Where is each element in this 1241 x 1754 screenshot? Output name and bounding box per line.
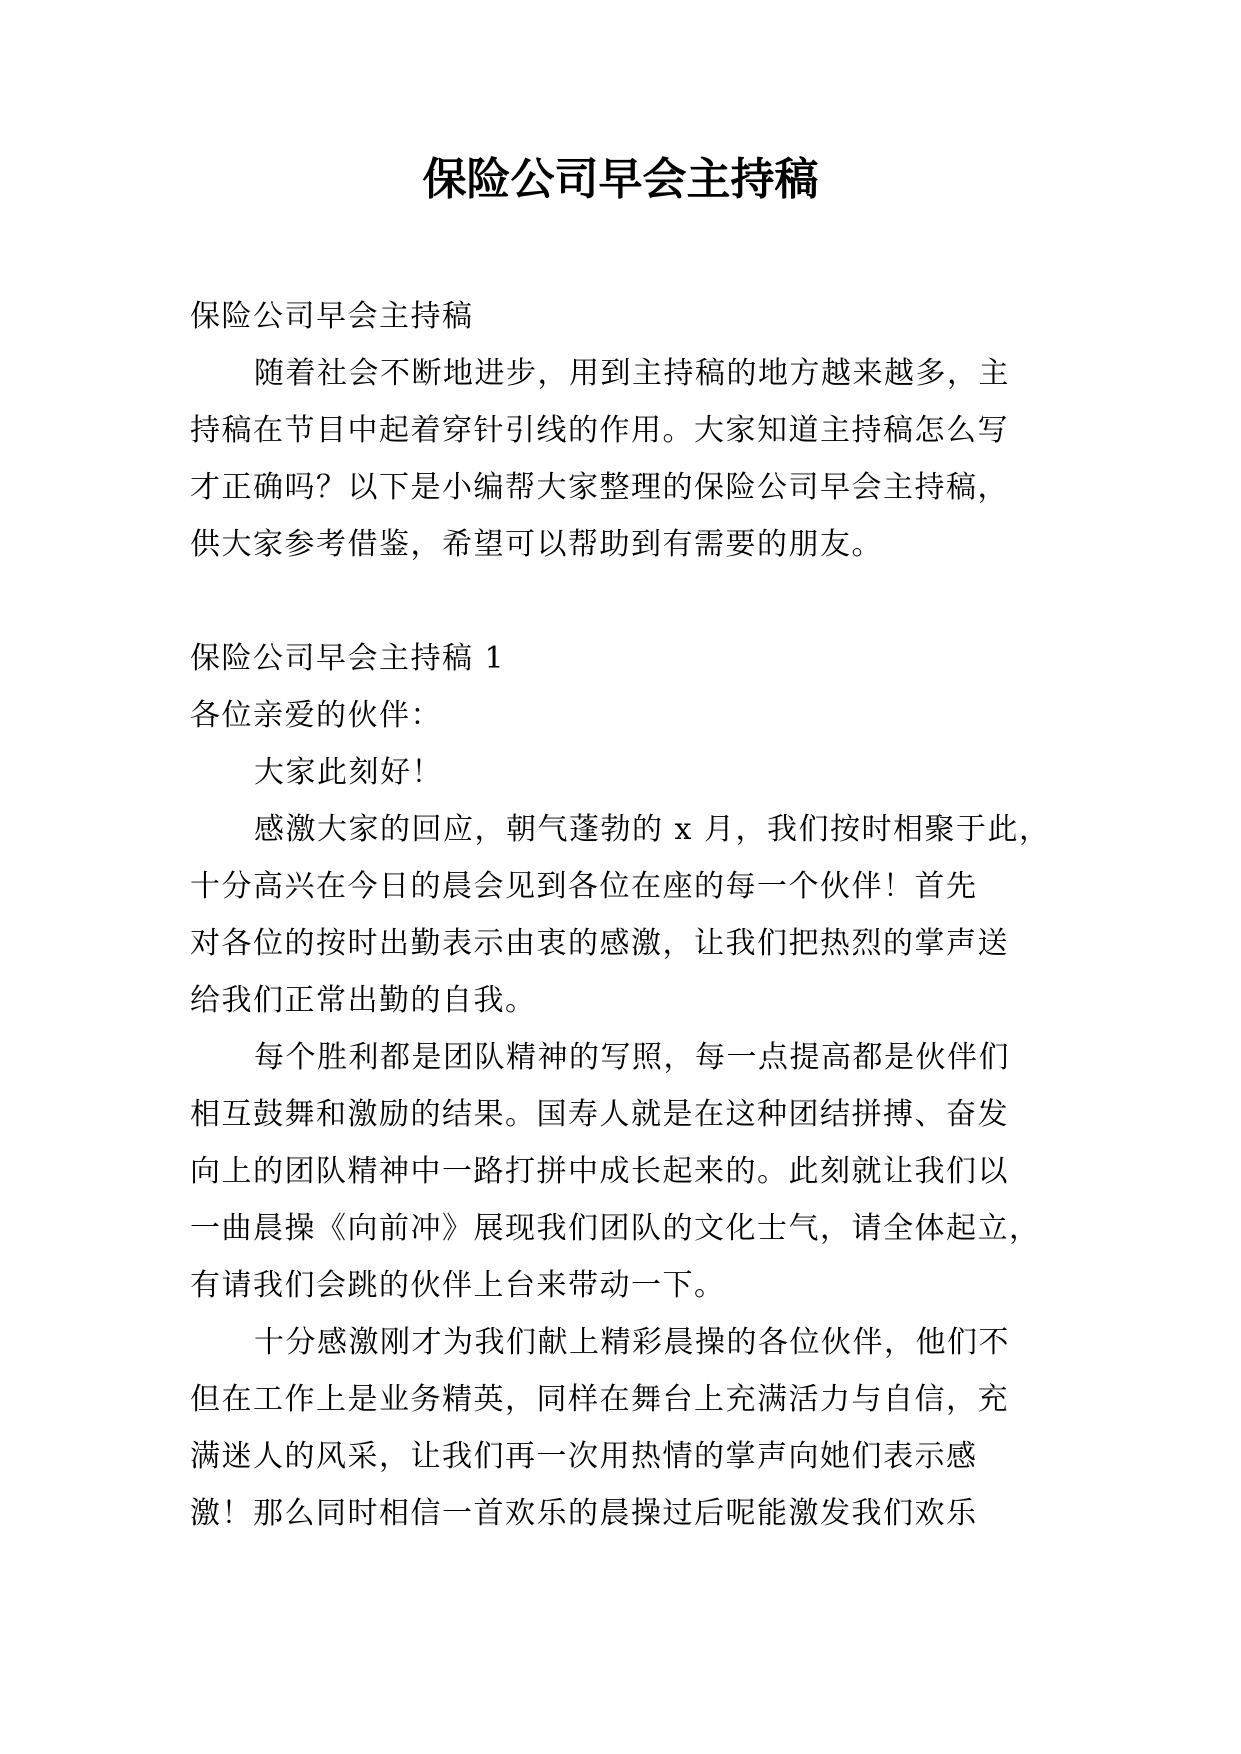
paragraph-gap [190,573,1070,630]
paragraph-line: 供大家参考借鉴，希望可以帮助到有需要的朋友。 [190,527,883,562]
paragraph-line: 有请我们会跳的伙伴上台来带动一下。 [190,1268,726,1303]
paragraph-line: 向上的团队精神中一路打拼中成长起来的。此刻就让我们以 [190,1154,1009,1189]
paragraph-line: 感激大家的回应，朝气蓬勃的 x 月，我们按时相聚于此， [254,812,1051,847]
document-body [190,288,1070,1542]
salutation: 各位亲爱的伙伴： [190,698,442,733]
paragraph-line: 给我们正常出勤的自我。 [190,983,537,1018]
paragraph-line: 随着社会不断地进步，用到主持稿的地方越来越多，主 [254,356,1010,391]
paragraph-line: 满迷人的风采，让我们再一次用热情的掌声向她们表示感 [190,1439,978,1474]
greeting: 大家此刻好！ [254,755,443,790]
paragraph-line: 激！那么同时相信一首欢乐的晨操过后呢能激发我们欢乐 [190,1496,978,1531]
paragraph-line: 十分高兴在今日的晨会见到各位在座的每一个伙伴！首先 [190,869,978,904]
paragraph-line: 十分感激刚才为我们献上精彩晨操的各位伙伴，他们不 [254,1325,1010,1360]
paragraph-line: 才正确吗？以下是小编帮大家整理的保险公司早会主持稿， [190,470,1009,505]
section-heading-intro: 保险公司早会主持稿 [190,299,474,334]
paragraph-line: 但在工作上是业务精英，同样在舞台上充满活力与自信，充 [190,1382,1009,1417]
document-title: 保险公司早会主持稿 [422,154,819,205]
paragraph-line: 对各位的按时出勤表示由衷的感激，让我们把热烈的掌声送 [190,926,1009,961]
paragraph-line: 持稿在节目中起着穿针引线的作用。大家知道主持稿怎么写 [190,413,1009,448]
paragraph-line: 一曲晨操《向前冲》展现我们团队的文化士气，请全体起立， [190,1211,1041,1246]
paragraph-line: 相互鼓舞和激励的结果。国寿人就是在这种团结拼搏、奋发 [190,1097,1009,1132]
paragraph-line: 每个胜利都是团队精神的写照，每一点提高都是伙伴们 [254,1040,1010,1075]
section-heading-1: 保险公司早会主持稿 1 [190,641,506,676]
